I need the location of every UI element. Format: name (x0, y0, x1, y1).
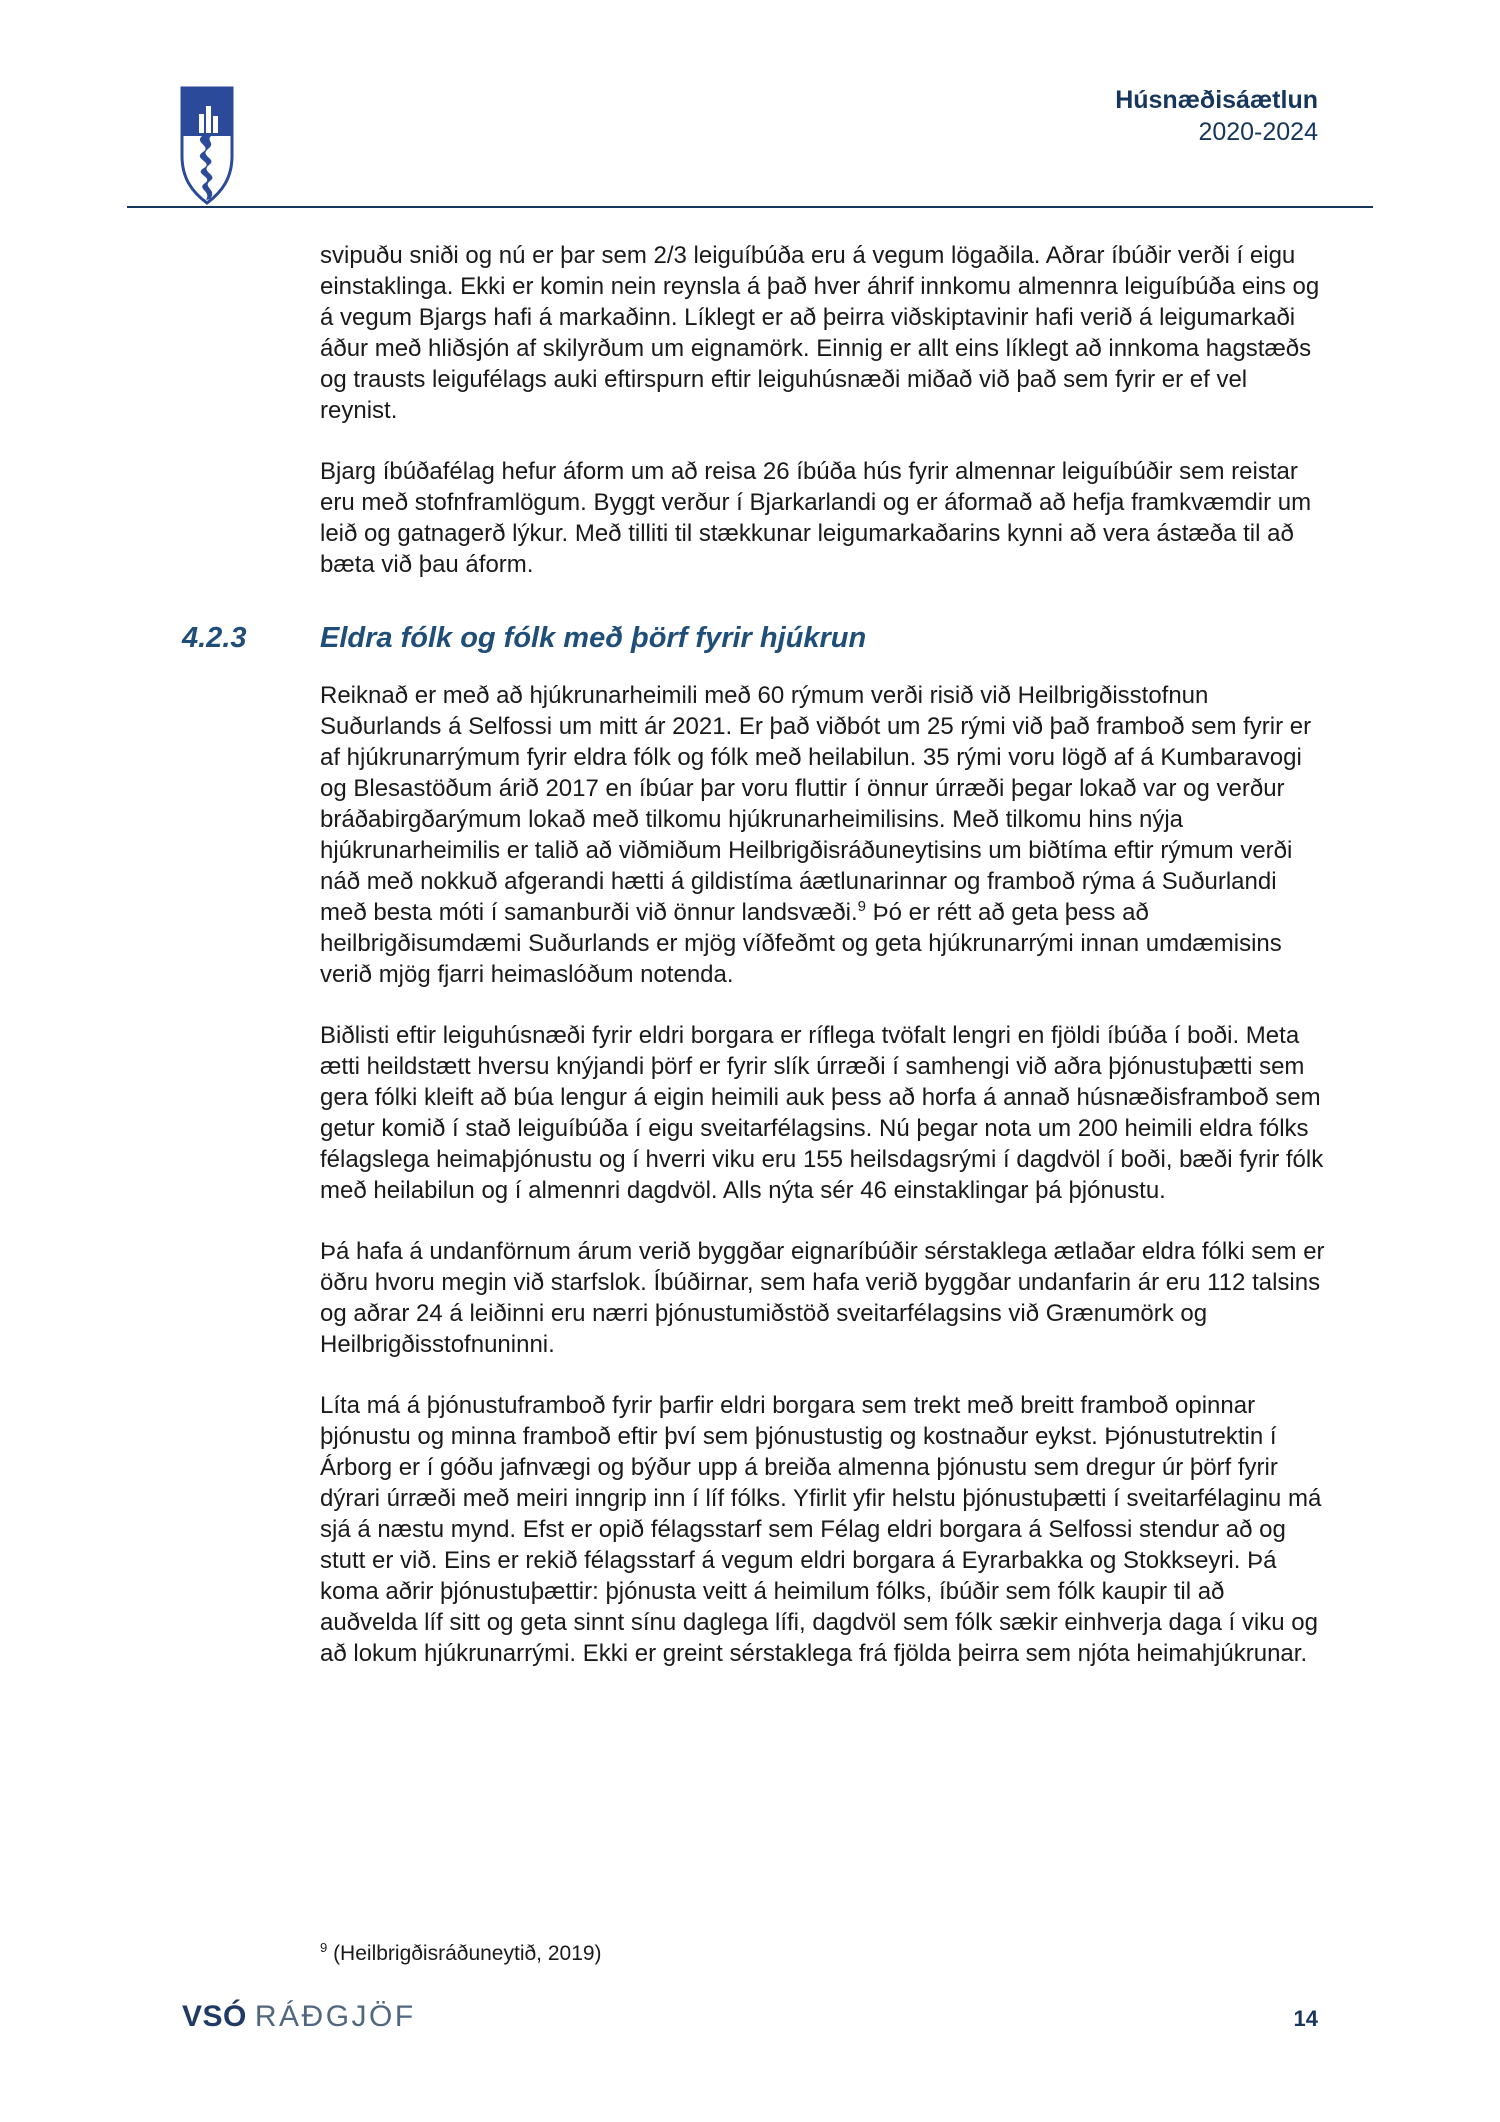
footnote-reference-marker: 9 (857, 898, 866, 915)
paragraph-2: Bjarg íbúðafélag hefur áform um að reisa 26 íbúða hús fyrir almennar leiguíbúðir sem reistar eru með stofnframlögum. Byggt verður í Bjarkarlandi og er áformað að hefja framkvæmdir um leið og gatnagerð lýkur. Með tilliti til stækkunar leigumarkaðarins kynni að vera ástæða til að bæta við þau áform. (320, 458, 1312, 578)
document-subtitle: 2020-2024 (1198, 118, 1318, 146)
paragraph-5: Þá hafa á undanförnum árum verið byggðar eignaríbúðir sérstaklega ætlaðar eldra fólki sem er öðru hvoru megin við starfslok. Íbúðirnar, sem hafa verið byggðar undanfarin ár eru 112 talsins og aðrar 24 á leiðinni eru nærri þjónustumiðstöð sveitarfélagsins við Grænumörk og Heilbrigðisstofnuninni. (320, 1238, 1325, 1358)
paragraph-6: Líta má á þjónustuframboð fyrir þarfir eldri borgara sem trekt með breitt framboð opinnar þjónustu og minna framboð eftir því sem þjónustustig og kostnaður eykst. Þjónustutrektin í Árborg er í góðu jafnvægi og býður upp á breiða almenna þjónustu sem dregur úr þörf fyrir dýrari úrræði með meiri inngrip inn í líf fólks. Yfirlit yfir helstu þjónustuþætti í sveitarfélaginu má sjá á næstu mynd. Efst er opið félagsstarf sem Félag eldri borgara á Selfossi stendur að og stutt er við. Eins er rekið félagsstarf á vegum eldri borgara á Eyrarbakka og Stokkseyri. Þá koma aðrir þjónustuþættir: þjónusta veitt á heimilum fólks, íbúðir sem fólk kaupir til að auðvelda líf sitt og geta sinnt sínu daglega lífi, dagdvöl sem fólk sækir einhverja daga í viku og að lokum hjúkrunarrými. Ekki er greint sérstaklega frá fjölda þeirra sem njóta heimahjúkrunar. (320, 1392, 1322, 1667)
header-divider (127, 206, 1373, 208)
paragraph-1: svipuðu sniði og nú er þar sem 2/3 leiguíbúða eru á vegum lögaðila. Aðrar íbúðir verði í eigu einstaklinga. Ekki er komin nein reynsla á það hver áhrif innkomu almennra leiguíbúða eins og á vegum Bjargs hafi á markaðinn. Líklegt er að þeirra viðskiptavinir hafi verið á leigumarkaði áður með hliðsjón af skilyrðum um eignamörk. Einnig er allt eins líklegt að innkoma hagstæðs og trausts leigufélags auki eftirspurn eftir leiguhúsnæði miðað við það sem fyrir er ef vel reynist. (320, 242, 1320, 424)
page-number: 14 (1293, 2006, 1318, 2031)
brand-radgjof: RÁÐGJÖF (254, 2000, 416, 2033)
paragraph-4: Biðlisti eftir leiguhúsnæði fyrir eldri borgara er ríflega tvöfalt lengri en fjöldi íbúða í boði. Meta ætti heildstætt hversu knýjandi þörf er fyrir slík úrræði í samhengi við aðra þjónustuþætti sem gera fólki kleift að búa lengur á eigin heimili auk þess að horfa á annað húsnæðisframboð sem getur komið í stað leiguíbúða í eigu sveitarfélagsins. Nú þegar nota um 200 heimili eldra fólks félagslega heimaþjónustu og í hverri viku eru 155 heilsdagsrými í dagdvöl í boði, bæði fyrir fólk með heilabilun og í almennri dagdvöl. Alls nýta sér 46 einstaklingar þá þjónustu. (320, 1022, 1324, 1204)
section-title: Eldra fólk og fólk með þörf fyrir hjúkrun (320, 622, 867, 654)
section-number: 4.2.3 (182, 622, 247, 654)
body-content (182, 240, 1325, 1699)
footnote-text: (Heilbrigðisráðuneytið, 2019) (327, 1942, 602, 1965)
document-title: Húsnæðisáætlun (1115, 86, 1318, 114)
paragraph-3-continuation: Þó er rétt að geta þess að heilbrigðisumdæmi Suðurlands er mjög víðfeðmt og geta hjúkrunarrými innan umdæmisins verið mjög fjarri heimaslóðum notenda. (320, 899, 1282, 988)
footnote-marker: 9 (320, 1940, 328, 1955)
brand-vso: VSÓ (182, 2000, 247, 2033)
paragraph-3 (320, 680, 1325, 990)
arborg-coat-of-arms-icon (180, 86, 234, 206)
footer-brand-logo (182, 2000, 416, 2034)
section-heading (182, 620, 1325, 656)
document-header (1115, 84, 1318, 148)
footnote (320, 1942, 602, 1966)
paragraph-3-text: Reiknað er með að hjúkrunarheimili með 60 rýmum verði risið við Heilbrigðisstofnun Suðurlands á Selfossi um mitt ár 2021. Er það viðbót um 25 rými við það framboð sem fyrir er af hjúkrunarrýmum fyrir eldra fólk og fólk með heilabilun. 35 rými voru lögð af á Kumbaravogi og Blesastöðum árið 2017 en íbúar þar voru fluttir í önnur úrræði þegar lokað var og verður bráðabirgðarýmum lokað með tilkomu hjúkrunarheimilisins. Með tilkomu hins nýja hjúkrunarheimilis er talið að viðmiðum Heilbrigðisráðuneytisins um biðtíma eftir rýmum verði náð með nokkuð afgerandi hætti á gildistíma áætlunarinnar og framboð rýma á Suðurlandi með besta móti í samanburði við önnur landsvæði. (320, 682, 1312, 926)
